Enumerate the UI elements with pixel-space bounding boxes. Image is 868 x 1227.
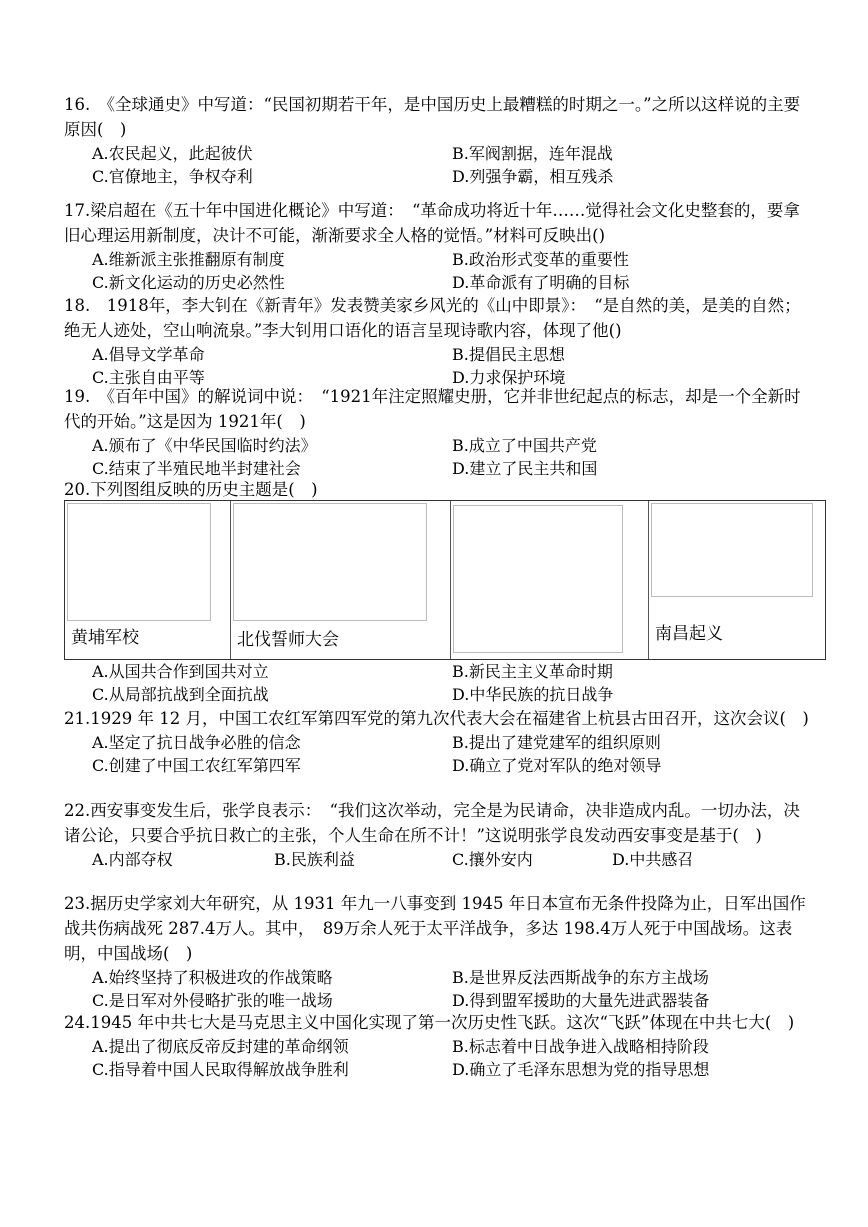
question-stem: 21.1929 年 12 月，中国工农红军第四军党的第九次代表大会在福建省上杭县古田召开，这次会议( )	[64, 709, 809, 728]
question-22	[64, 798, 812, 871]
options-row	[64, 271, 812, 294]
options-row	[64, 989, 812, 1012]
question-stem: 22.西安事变发生后，张学良表示： “我们这次举动，完全是为民请命，决非造成内乱。一切办法，决诸公论，只要合乎抗日救亡的主张，个人生命在所不计！”这说明张学良发动西安事变是基于( )	[64, 801, 800, 845]
option-d[interactable]: D.确立了毛泽东思想为党的指导思想	[452, 1060, 710, 1079]
option-a[interactable]: A.农民起义，此起彼伏	[92, 144, 253, 163]
picture-placeholder	[233, 503, 427, 621]
option-c[interactable]: C.攘外安内	[452, 850, 533, 869]
picture-cell-1	[65, 501, 230, 659]
option-a[interactable]: A.倡导文学革命	[92, 345, 205, 364]
option-d[interactable]: D.建立了民主共和国	[452, 459, 598, 478]
picture-placeholder	[67, 503, 211, 621]
picture-placeholder	[453, 505, 623, 653]
option-d[interactable]: D.力求保护环境	[452, 368, 566, 387]
option-d[interactable]: D.中华民族的抗日战争	[452, 685, 614, 704]
question-stem: 19. 《百年中国》的解说词中说： “1921年注定照耀史册，它并非世纪起点的标志，却是一个全新时代的开始。”这是因为 1921年( )	[64, 387, 801, 431]
option-d[interactable]: D.革命派有了明确的目标	[452, 273, 630, 292]
option-d[interactable]: D.列强争霸，相互残杀	[452, 167, 614, 186]
option-c[interactable]: C.从局部抗战到全面抗战	[92, 685, 269, 704]
option-c[interactable]: C.主张自由平等	[92, 368, 205, 387]
picture-cell-4	[649, 501, 825, 659]
option-a[interactable]: A.内部夺权	[92, 850, 173, 869]
picture-caption: 南昌起义	[655, 624, 723, 644]
question-stem: 16. 《全球通史》中写道：“民国初期若干年，是中国历史上最糟糕的时期之一。”之所以这样说的主要原因( )	[64, 95, 801, 139]
picture-caption: 黄埔军校	[71, 628, 139, 648]
options-row	[64, 1058, 812, 1081]
option-b[interactable]: B.标志着中日战争进入战略相持阶段	[452, 1037, 709, 1056]
question-stem: 18. 1918年，李大钊在《新青年》发表赞美家乡风光的《山中即景》： “是自然的美，是美的自然；绝无人迹处，空山响流泉。”李大钊用口语化的语言呈现诗歌内容，体现了他()	[64, 296, 801, 340]
option-a[interactable]: A.坚定了抗日战争必胜的信念	[92, 733, 301, 752]
options-row	[64, 142, 812, 165]
option-d[interactable]: D.确立了党对军队的绝对领导	[452, 756, 662, 775]
question-20	[64, 477, 812, 502]
option-b[interactable]: B.提倡民主思想	[452, 345, 565, 364]
option-d[interactable]: D.得到盟军援助的大量先进武器装备	[452, 991, 710, 1010]
options-row	[64, 754, 812, 777]
picture-caption: 北伐誓师大会	[237, 630, 339, 650]
options-row	[64, 966, 812, 989]
option-b[interactable]: B.军阀割据，连年混战	[452, 144, 613, 163]
question-stem: 17.梁启超在《五十年中国进化概论》中写道： “革命成功将近十年……觉得社会文化史整套的，要拿旧心理运用新制度，决计不可能，渐渐要求全人格的觉悟。”材料可反映出()	[64, 201, 800, 245]
question-stem: 23.据历史学家刘大年研究，从 1931 年九一八事变到 1945 年日本宣布无条件投降为止，日军出国作战共伤病战死 287.4万人。其中， 89万余人死于太平洋战争，多达 198.4万人死于中国战场。这表明，中国战场( )	[64, 894, 806, 963]
option-c[interactable]: C.是日军对外侵略扩张的唯一战场	[92, 991, 333, 1010]
option-b[interactable]: B.政治形式变革的重要性	[452, 250, 629, 269]
option-c[interactable]: C.新文化运动的历史必然性	[92, 273, 285, 292]
question-stem: 20.下列图组反映的历史主题是( )	[64, 480, 318, 499]
question-17	[64, 198, 812, 294]
option-b[interactable]: B.成立了中国共产党	[452, 436, 597, 455]
question-19	[64, 384, 812, 480]
question-16	[64, 92, 812, 188]
options-row	[64, 343, 812, 366]
option-a[interactable]: A.颁布了《中华民国临时约法》	[92, 436, 317, 455]
picture-cell-2	[231, 501, 450, 659]
picture-group	[64, 500, 826, 660]
options-row	[64, 848, 812, 871]
picture-cell-3	[451, 501, 648, 659]
option-a[interactable]: A.维新派主张推翻原有制度	[92, 250, 285, 269]
options-row	[64, 683, 812, 706]
option-d[interactable]: D.中共感召	[612, 850, 694, 869]
picture-placeholder	[651, 503, 813, 597]
question-21	[64, 706, 812, 777]
option-b[interactable]: B.民族利益	[274, 850, 355, 869]
options-row	[64, 165, 812, 188]
question-23	[64, 891, 812, 1012]
option-b[interactable]: B.新民主主义革命时期	[452, 662, 613, 681]
question-20-options	[64, 660, 812, 706]
option-c[interactable]: C.官僚地主，争权夺利	[92, 167, 253, 186]
option-c[interactable]: C.结束了半殖民地半封建社会	[92, 459, 301, 478]
option-a[interactable]: A.始终坚持了积极进攻的作战策略	[92, 968, 333, 987]
options-row	[64, 1035, 812, 1058]
question-stem: 24.1945 年中共七大是马克思主义中国化实现了第一次历史性飞跃。这次“飞跃”体现在中共七大( )	[64, 1013, 795, 1032]
option-b[interactable]: B.是世界反法西斯战争的东方主战场	[452, 968, 709, 987]
options-row	[64, 434, 812, 457]
options-row	[64, 660, 812, 683]
option-a[interactable]: A.从国共合作到国共对立	[92, 662, 269, 681]
options-row	[64, 731, 812, 754]
option-a[interactable]: A.提出了彻底反帝反封建的革命纲领	[92, 1037, 349, 1056]
question-18	[64, 293, 812, 389]
question-24	[64, 1010, 812, 1081]
option-c[interactable]: C.指导着中国人民取得解放战争胜利	[92, 1060, 349, 1079]
option-b[interactable]: B.提出了建党建军的组织原则	[452, 733, 661, 752]
options-row	[64, 248, 812, 271]
option-c[interactable]: C.创建了中国工农红军第四军	[92, 756, 301, 775]
